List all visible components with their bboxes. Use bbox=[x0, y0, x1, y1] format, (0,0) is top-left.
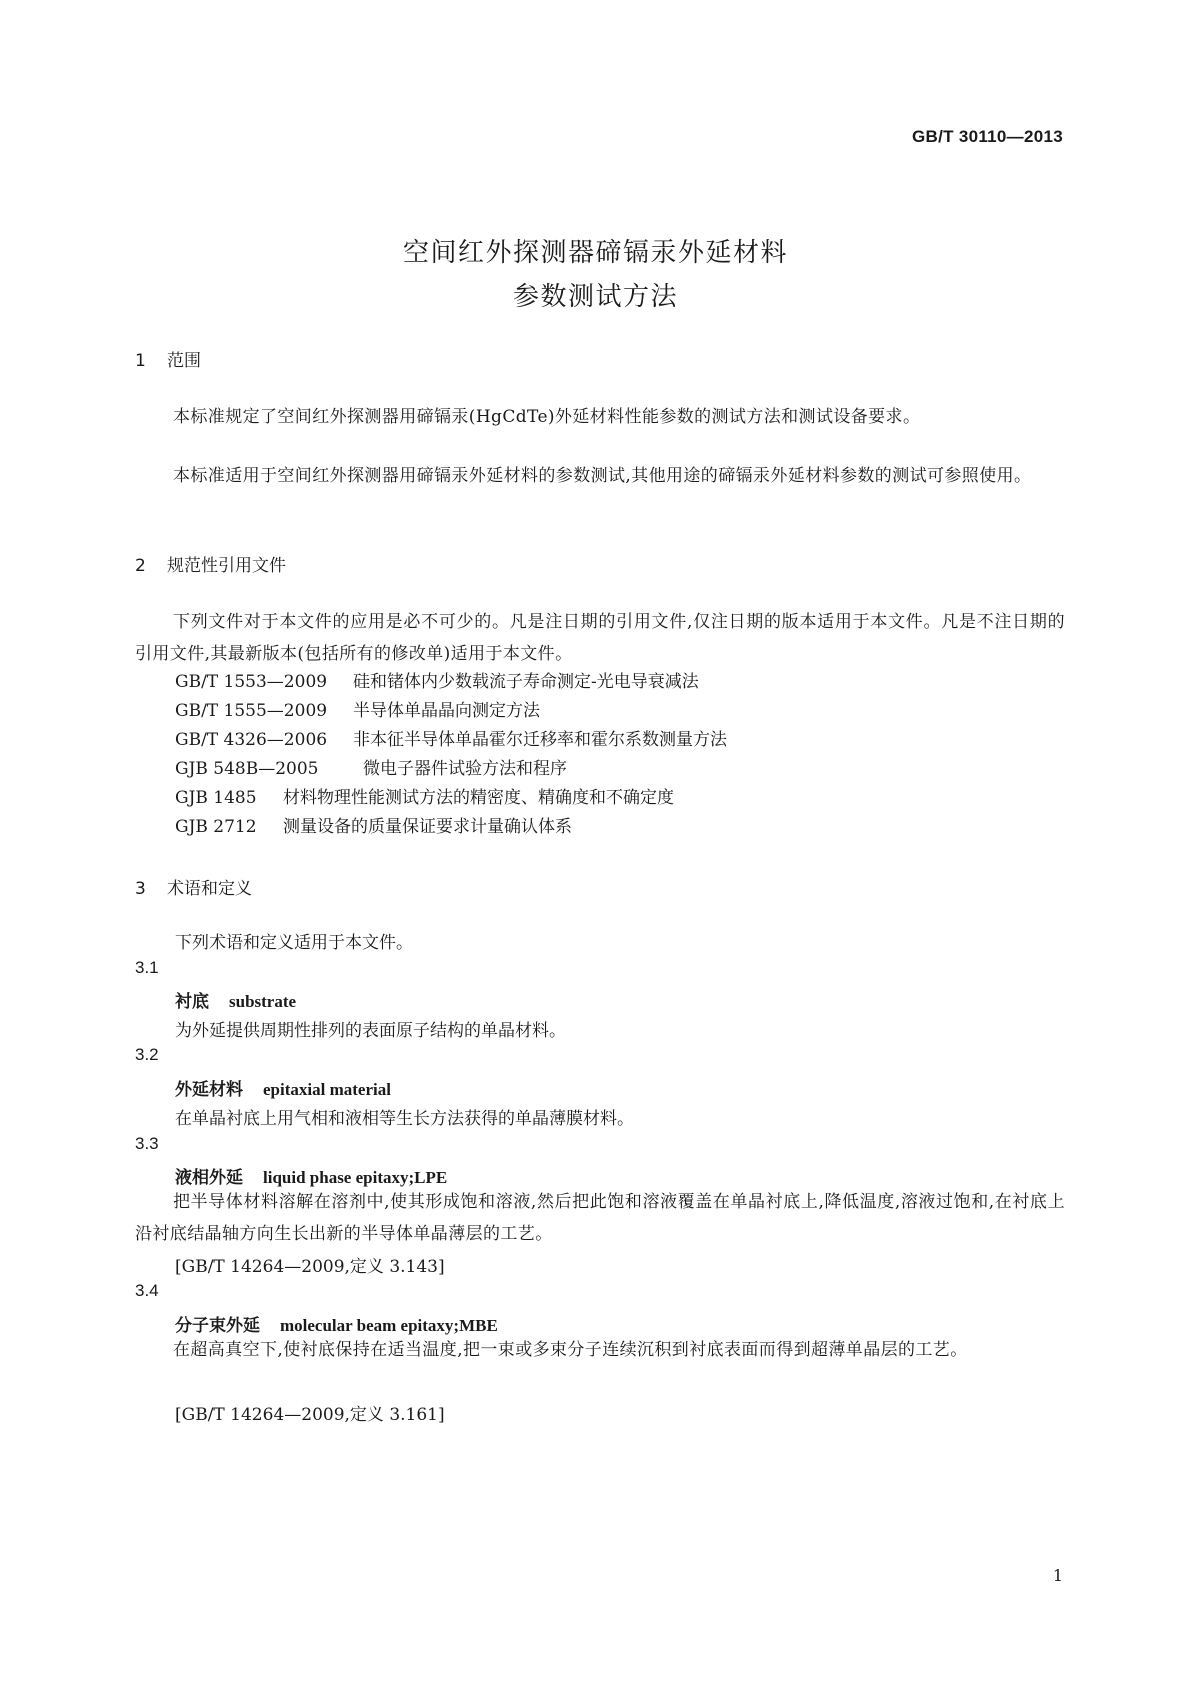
term-name bbox=[175, 1075, 391, 1100]
section-title: 范围 bbox=[167, 351, 201, 371]
normative-reference bbox=[175, 696, 540, 721]
term-name-en: liquid phase epitaxy;LPE bbox=[263, 1168, 448, 1187]
term-name-en: molecular beam epitaxy;MBE bbox=[280, 1316, 498, 1335]
section-3-heading bbox=[135, 874, 252, 899]
section-2-paragraph-1: 下列文件对于本文件的应用是必不可少的。凡是注日期的引用文件,仅注日期的版本适用于本文件。凡是不注日期的引用文件,其最新版本(包括所有的修改单)适用于本文件。 bbox=[135, 612, 1065, 664]
reference-code: GB/T 1555—2009 bbox=[175, 701, 328, 721]
reference-code: GJB 548B—2005 bbox=[175, 759, 319, 779]
term-source: [GB/T 14264—2009,定义 3.143] bbox=[175, 1257, 445, 1277]
section-number: 3 bbox=[135, 879, 146, 899]
term-name-en: substrate bbox=[229, 992, 297, 1011]
section-number: 1 bbox=[135, 351, 146, 371]
section-1-paragraph-2: 本标准适用于空间红外探测器用碲镉汞外延材料的参数测试,其他用途的碲镉汞外延材料参数的测试可参照使用。 bbox=[173, 466, 1032, 486]
section-2-heading bbox=[135, 551, 286, 576]
term-name-zh: 分子束外延 bbox=[175, 1316, 260, 1336]
term-name bbox=[175, 987, 296, 1012]
reference-title: 测量设备的质量保证要求计量确认体系 bbox=[283, 817, 572, 837]
term-definition: 在超高真空下,使衬底保持在适当温度,把一束或多束分子连续沉积到衬底表面而得到超薄单晶层的工艺。 bbox=[173, 1340, 968, 1360]
term-definition: 把半导体材料溶解在溶剂中,使其形成饱和溶液,然后把此饱和溶液覆盖在单晶衬底上,降低温度,溶液过饱和,在衬底上沿衬底结晶轴方向生长出新的半导体单晶薄层的工艺。 bbox=[135, 1192, 1065, 1244]
reference-code: GJB 1485 bbox=[175, 788, 257, 808]
term-definition: 为外延提供周期性排列的表面原子结构的单晶材料。 bbox=[175, 1021, 566, 1041]
document-title-line2: 参数测试方法 bbox=[512, 282, 678, 312]
term-name bbox=[175, 1163, 447, 1188]
page-number: 1 bbox=[1052, 1566, 1063, 1585]
reference-title: 硅和锗体内少数载流子寿命测定-光电导衰减法 bbox=[353, 672, 699, 692]
reference-title: 半导体单晶晶向测定方法 bbox=[353, 701, 540, 721]
normative-reference bbox=[175, 812, 572, 837]
reference-title: 材料物理性能测试方法的精密度、精确度和不确定度 bbox=[283, 788, 674, 808]
term-source: [GB/T 14264—2009,定义 3.161] bbox=[175, 1405, 445, 1425]
section-title: 规范性引用文件 bbox=[167, 556, 286, 576]
document-title-line1: 空间红外探测器碲镉汞外延材料 bbox=[402, 238, 788, 268]
term-number: 3.2 bbox=[135, 1045, 159, 1064]
standard-code: GB/T 30110—2013 bbox=[912, 127, 1063, 146]
term-definition: 在单晶衬底上用气相和液相等生长方法获得的单晶薄膜材料。 bbox=[175, 1109, 634, 1129]
term-number: 3.4 bbox=[135, 1281, 159, 1300]
term-name bbox=[175, 1311, 498, 1336]
reference-code: GB/T 4326—2006 bbox=[175, 730, 328, 750]
term-name-zh: 衬底 bbox=[175, 992, 209, 1012]
term-name-zh: 液相外延 bbox=[175, 1168, 243, 1188]
reference-title: 微电子器件试验方法和程序 bbox=[363, 759, 567, 779]
reference-code: GJB 2712 bbox=[175, 817, 257, 837]
normative-reference bbox=[175, 754, 567, 779]
section-3-intro: 下列术语和定义适用于本文件。 bbox=[175, 933, 413, 953]
term-name-en: epitaxial material bbox=[263, 1080, 391, 1099]
section-number: 2 bbox=[135, 556, 146, 576]
term-name-zh: 外延材料 bbox=[175, 1080, 243, 1100]
term-number: 3.1 bbox=[135, 958, 159, 977]
normative-reference bbox=[175, 725, 727, 750]
section-1-heading bbox=[135, 346, 201, 371]
normative-reference bbox=[175, 783, 674, 808]
normative-reference bbox=[175, 667, 699, 692]
section-title: 术语和定义 bbox=[167, 879, 252, 899]
reference-code: GB/T 1553—2009 bbox=[175, 672, 328, 692]
section-1-paragraph-1: 本标准规定了空间红外探测器用碲镉汞(HgCdTe)外延材料性能参数的测试方法和测试设备要求。 bbox=[173, 407, 921, 427]
reference-title: 非本征半导体单晶霍尔迁移率和霍尔系数测量方法 bbox=[353, 730, 727, 750]
term-number: 3.3 bbox=[135, 1134, 159, 1153]
